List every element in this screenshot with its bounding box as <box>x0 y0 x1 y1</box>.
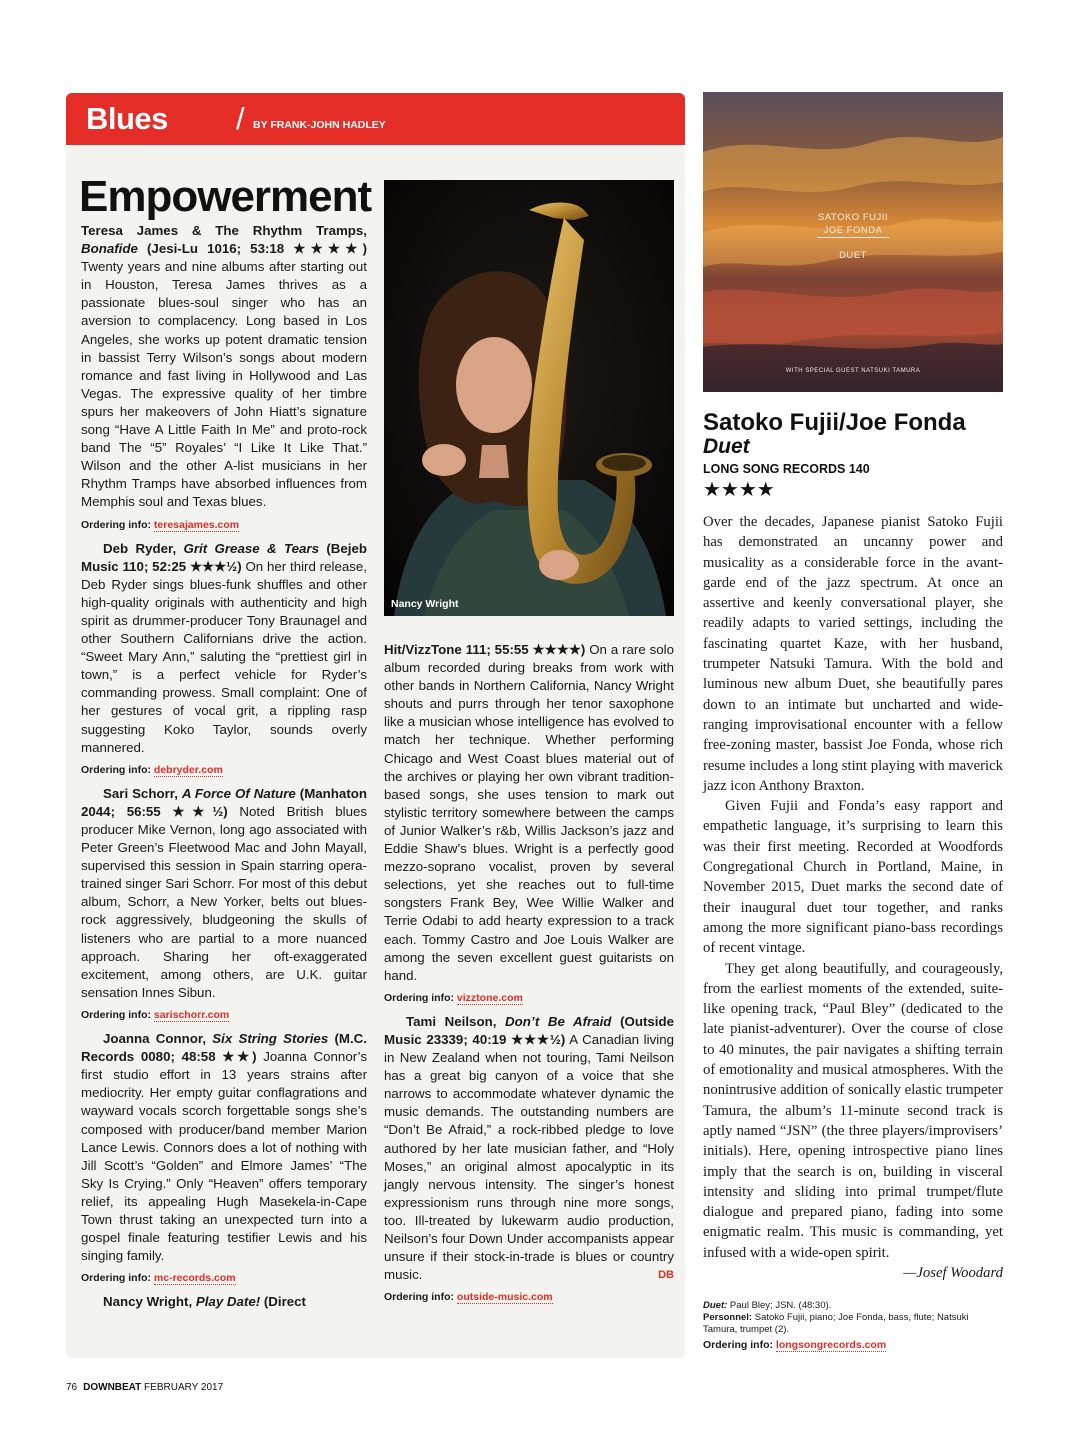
review-joanna-connor <box>81 1030 367 1265</box>
review-meta: (Manhaton 2044; 56:55 ★★½) <box>81 785 367 819</box>
feature-label: LONG SONG RECORDS 140 <box>703 462 870 476</box>
ordering-info: Ordering info: longsongrecords.com <box>703 1338 887 1351</box>
review-album: Grit Grease & Tears <box>183 540 319 556</box>
cover-artist-2: JOE FONDA <box>823 225 883 236</box>
review-body: On a rare solo album recorded during breaks from work with other bands in Northern California, Nancy Wright shouts and purrs through her tenor saxophone like a musician whose intelligence has evolved to match her technique. Whether performing Chicago and West Coast blues material out of the archives or playing her own vibrant tradition-based songs, she uses tension to mark out stylistic territory somewhere between the camps of Junior Walker’s r&b, Willis Jackson’s jazz and Eddie Shaw’s blues. Wright is a perfectly good mezzo-soprano vocalist, proven by several selections, yet she reaches out to full-time songsters Frank Bey, Wee Willie Walker and Terrie Odabi to add hearty expression to a track each. Tommy Castro and Joe Louis Walker are among the seven excellent guest guitarists on hand. <box>384 642 674 983</box>
order-link[interactable]: teresajames.com <box>153 518 240 531</box>
byline: BY FRANK-JOHN HADLEY <box>253 119 386 131</box>
review-artist: Tami Neilson, <box>406 1013 497 1029</box>
review-body: Twenty years and nine albums after starting out in Houston, Teresa James thrives as a passionate blues-soul singer who has an aversion to complacency. Long based in Los Angeles, she works up potent dramatic tension in bassist Terry Wilson’s songs about modern romance and fast living in Hollywood and Las Vegas. The expressive quality of her timbre spurs her makeovers of John Hiatt’s signature song “Have A Little Faith In Me” and proto-rock band The “5” Royales’ “I Like It Like That.” Wilson and the other A-list musicians in her Rhythm Tramps have absorbed influences from Memphis soul and Texas blues. <box>81 259 367 510</box>
review-body: Noted British blues producer Mike Vernon, long ago associated with Peter Green’s Fleetwood Mac and John Mayall, supervised this session in Spain starring opera-trained singer Sari Schorr. For most of this debut album, Schorr, a New Yorker, belts out blues-rock aggressively, bludgeoning the skulls of listeners who are partial to a more nuanced approach. Sharing her oft-exaggerated excitement, among others, are U.K. guitar sensation Innes Sibun. <box>81 803 368 1000</box>
review-meta: (Bejeb Music 110; 52:25 ★★★½) <box>81 540 367 574</box>
review-meta: (M.C. Records 0080; 48:58 ★★) <box>81 1031 367 1065</box>
star-rating: ★★★★ <box>703 479 775 501</box>
order-link[interactable]: longsongrecords.com <box>775 1338 887 1351</box>
ordering-info: Ordering info: mc-records.com <box>81 1272 236 1285</box>
ordering-info: Ordering info: sarischorr.com <box>81 1008 230 1021</box>
page-folio <box>66 1382 223 1393</box>
section-slash: / <box>236 101 245 136</box>
magazine-name: DOWNBEAT <box>83 1382 142 1393</box>
review-artist: Nancy Wright, <box>103 1294 193 1310</box>
review-album: Don’t Be Afraid <box>505 1013 612 1029</box>
review-meta: (Jesi-Lu 1016; 53:18 ★★★★) <box>147 241 367 257</box>
order-link[interactable]: sarischorr.com <box>153 1008 230 1021</box>
end-mark: DB <box>658 1269 674 1282</box>
review-teresa-james <box>81 222 367 512</box>
album-cover-duet <box>703 92 1003 392</box>
headline: Empowerment <box>79 172 372 221</box>
review-album: A Force Of Nature <box>181 785 296 801</box>
reviewer-signature: —Josef Woodard <box>903 1264 1003 1281</box>
cover-divider <box>817 237 889 238</box>
left-column <box>81 222 367 1311</box>
ordering-info: Ordering info: debryder.com <box>81 763 223 776</box>
sunset-sky-image <box>703 92 1003 392</box>
review-nancy-wright <box>384 641 674 985</box>
feature-paragraph: Over the decades, Japanese pianist Satoko Fujii has demonstrated an uncanny power and musicality as a considerable force in the avant-garde end of the jazz spectrum. At once an assertive and keenly conversational player, she readily adapts to varied settings, including the fascinating quartet Kaze, with her husband, trumpeter Natsuki Tamura. With the bold and luminous new album Duet, she beautifully pares down to an intimate but uncharted and wide-ranging improvisational encounter with a fellow free-zoning master, bassist Joe Fonda, whose rich resume includes a long stint playing with maverick jazz icon Anthony Braxton. <box>703 514 1003 794</box>
ordering-info: Ordering info: outside-music.com <box>384 1291 553 1304</box>
review-nancy-wright-start <box>81 1293 367 1311</box>
nancy-wright-photo <box>384 180 674 616</box>
section-title: Blues <box>86 101 168 136</box>
feature-album: Duet <box>703 435 750 458</box>
feature-paragraph: Given Fujii and Fonda’s easy rapport and empathetic language, it’s surprising to learn this was their first meeting. Recorded at Woodfords Congregational Church in Portland, Maine, in November 2015, Duet marks the second date of their inaugural duet tour together, and ranks among the more significant piano-bass recordings of recent vintage. <box>703 798 1003 957</box>
review-album: Six String Stories <box>212 1031 329 1047</box>
review-artist: Joanna Connor, <box>103 1031 207 1047</box>
cover-guest: WITH SPECIAL GUEST NATSUKI TAMURA <box>785 368 921 374</box>
middle-column <box>384 641 674 1312</box>
review-artist: Teresa James & The Rhythm Tramps, <box>81 223 367 238</box>
review-artist: Deb Ryder, <box>103 540 177 556</box>
page-number: 76 <box>66 1382 78 1393</box>
cover-artist-1: SATOKO FUJII <box>817 212 889 223</box>
feature-paragraph: They get along beautifully, and courageously, from the earliest moments of the extended, suite-like opening track, “Paul Bley” (dedicated to the late pianist-adventurer). Over the course of close to 40 minutes, the pair navigates a shifting terrain of emotionality and musical atmospheres. With the nonintrusive addition of sonically elastic trumpeter Tamura, the album’s 11-minute second track is aptly named “JSN” (the three players/improvisers’ initials). Here, opening introspective piano lines imply that the search is on, building in visceral intensity and sliding into primal trumpet/flute dialogue and prepared piano, fading into some enigmatic realm. This music is commanding, yet infused with a wide-open spirit. <box>703 960 1003 1261</box>
photo-caption: Nancy Wright <box>391 598 459 610</box>
personnel: Personnel: Satoko Fujii, piano; Joe Fonda, bass, flute; Natsuki Tamura, trumpet (2). <box>703 1312 969 1335</box>
issue-date: FEBRUARY 2017 <box>144 1382 224 1393</box>
review-album: Bonafide <box>81 241 138 257</box>
cover-title: DUET <box>839 250 867 261</box>
feature-review-body <box>703 512 1003 1283</box>
saxophonist-illustration <box>384 180 674 616</box>
review-sari-schorr <box>81 785 367 1002</box>
review-body: A Canadian living in New Zealand when not touring, Tami Neilson has a great big canyon of a voice that she narrows to accommodate whatever dynamic the music demands. The outstanding numbers are “Don’t Be Afraid,” a rock-ribbed pledge to love authored by her late musician father, and “Holy Moses,” an original almost apocalyptic in its jangly nervous intensity. The singer’s honest expressionism runs through nine more songs, too. Ill-treated by lukewarm audio production, Neilson’s four Down Under accompanists appear unsure if their stock-in-trade is blues or country music. <box>384 1031 674 1283</box>
order-link[interactable]: mc-records.com <box>153 1272 236 1285</box>
ordering-info: Ordering info: teresajames.com <box>81 518 240 531</box>
order-link[interactable]: vizztone.com <box>456 991 523 1004</box>
review-body: Joanna Connor’s first studio effort in 13 years strains after mediocrity. Her empty guitar conflagrations and wayward vocals scorch forgettable songs she’s composed with producer/band member Marion Lance Lewis. Connors does a lot of nothing with Jill Scott’s “Golden” and Elmore James’ “The Sky Is Crying.” Only “Heaven” offers temporary relief, its appealing Hugh Masekela-in-Cape Town thrust taking an unexpected turn into a gospel finale featuring testifier Lewis and his singing family. <box>81 1049 367 1264</box>
ordering-info: Ordering info: vizztone.com <box>384 991 523 1004</box>
review-body: On her third release, Deb Ryder sings blues-funk shuffles and other high-quality originals with authenticity and high spirit as drummer-producer Tony Braunagel and other Southern Californians drive the action. “Sweet Mary Ann,” saluting the “prettiest girl in town,” is a perfect vehicle for Ryder’s commanding prowess. Small complaint: One of her gestures of vocal grit, a rippling rasp suggesting Koko Taylor, sounds overly mannered. <box>81 558 367 755</box>
order-link[interactable]: outside-music.com <box>456 1291 553 1304</box>
review-album: Play Date! <box>195 1294 261 1310</box>
section-header <box>66 93 685 145</box>
review-tami-neilson <box>384 1013 674 1284</box>
review-artist: Sari Schorr, <box>103 785 178 801</box>
feature-artist: Satoko Fujii/Joe Fonda <box>703 409 966 436</box>
order-link[interactable]: debryder.com <box>153 763 223 776</box>
feature-credits <box>703 1300 1003 1357</box>
review-meta: (Outside Music 23339; 40:19 ★★★½) <box>384 1013 675 1047</box>
review-meta: (Direct <box>263 1294 306 1310</box>
tracklist: Duet: Paul Bley; JSN. (48:30). <box>703 1300 832 1311</box>
review-meta: Hit/VizzTone 111; 55:55 ★★★★) <box>384 642 586 657</box>
review-deb-ryder <box>81 540 367 757</box>
